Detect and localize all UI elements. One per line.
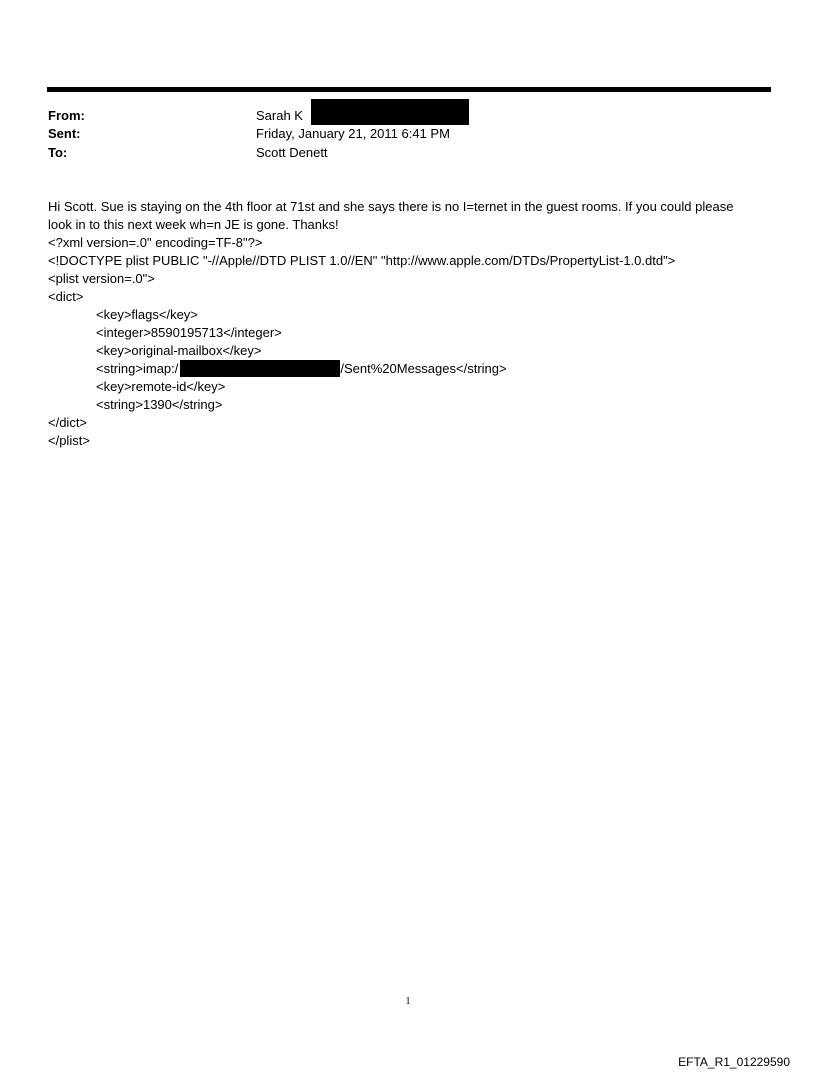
integer-flags: <integer>8590195713</integer>: [96, 325, 282, 340]
imap-suffix: /Sent%20Messages</string>: [340, 361, 507, 376]
sent-value: Friday, January 21, 2011 6:41 PM: [256, 126, 450, 141]
message-line-2: look in to this next week wh=n JE is gone. Thanks!: [48, 217, 339, 232]
header-rule: [47, 87, 771, 92]
string-imap-line: [48, 360, 816, 378]
page-number: 1: [405, 996, 411, 1007]
redaction-box: [180, 360, 340, 377]
from-label: From:: [48, 108, 85, 123]
sent-label: Sent:: [48, 126, 81, 141]
imap-prefix: <string>imap:/: [96, 361, 179, 376]
xml-declaration: <?xml version=.0" encoding=TF-8"?>: [48, 235, 263, 250]
to-value: Scott Denett: [256, 145, 328, 160]
message-line-1: Hi Scott. Sue is staying on the 4th floor at 71st and she says there is no I=ternet in the guest rooms. If you could please: [48, 199, 734, 214]
to-label: To:: [48, 145, 68, 160]
key-flags: <key>flags</key>: [96, 307, 198, 322]
doctype-line: <!DOCTYPE plist PUBLIC "-//Apple//DTD PLIST 1.0//EN" "http://www.apple.com/DTDs/PropertyList-1.0.dtd">: [48, 253, 676, 268]
from-name: Sarah K: [256, 108, 303, 123]
from-value: [256, 108, 469, 125]
plist-open: <plist version=.0">: [48, 271, 155, 286]
redaction-box: [311, 99, 469, 125]
dict-open: <dict>: [48, 289, 84, 304]
key-original-mailbox: <key>original-mailbox</key>: [96, 343, 262, 358]
bates-number: EFTA_R1_01229590: [678, 1055, 790, 1069]
dict-close: </dict>: [48, 415, 88, 430]
string-remote-id: <string>1390</string>: [96, 397, 223, 412]
key-remote-id: <key>remote-id</key>: [96, 379, 226, 394]
plist-close: </plist>: [48, 433, 90, 448]
